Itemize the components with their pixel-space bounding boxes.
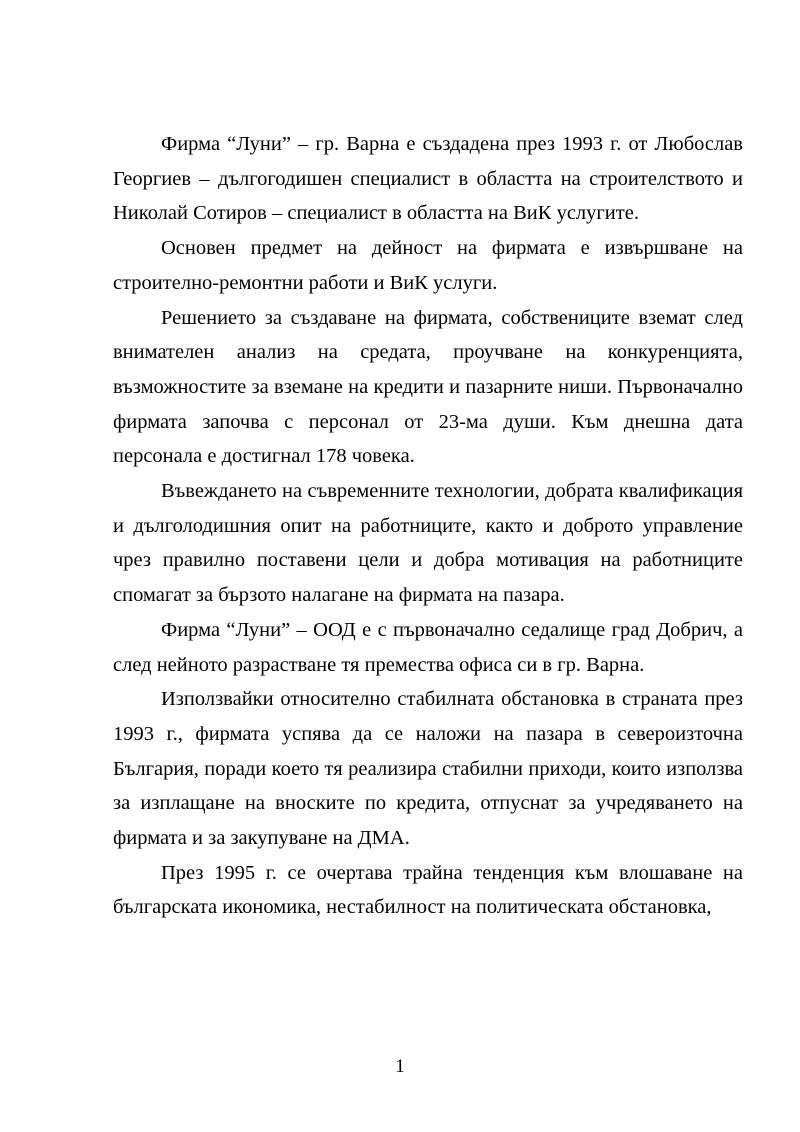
paragraph-market-growth: Използвайки относително стабилната обстановка в страната през 1993 г., фирмата успява да се наложи на пазара в североизточна България, поради което тя реализира стабилни приходи, които използва за изплащане на вноските по кредита, отпуснат за учредяването на фирмата и за закупуване на ДМА.: [113, 688, 743, 850]
page-number: 1: [395, 1056, 405, 1077]
paragraph-technologies: Въвеждането на съвременните технологии, добрата квалификация и дълголодишния опит на работниците, както и доброто управление чрез правилно поставени цели и добра мотивация на работниците спомагат за бързото налагане на фирмата на пазара.: [113, 480, 743, 607]
paragraph-main-activity: Основен предмет на дейност на фирмата е извършване на строително-ремонтни работи и ВиК услуги.: [113, 237, 743, 294]
paragraph-1995-trend: През 1995 г. се очертава трайна тенденция към влошаване на българската икономика, нестабилност на политическата обстановка,: [113, 861, 743, 919]
paragraph-company-founding: Фирма “Луни” – гр. Варна е създадена през 1993 г. от Любослав Георгиев – дългогодишен специалист в областта на строителството и Николай Сотиров – специалист в областта на ВиК услугите.: [113, 133, 743, 225]
paragraph-headquarters: Фирма “Луни” – ООД е с първоначално седалище град Добрич, а след нейното разрастване тя премества офиса си в гр. Варна.: [113, 618, 743, 676]
paragraph-founding-decision: Решението за създаване на фирмата, собствениците вземат след внимателен анализ на средата, проучване на конкуренцията, възможностите за вземане на кредити и пазарните ниши. Първоначално фирмата започва с персонал от 23-ма души. Към днешна дата персонала е достигнал 178 човека.: [113, 306, 743, 468]
document-body: [113, 127, 743, 925]
